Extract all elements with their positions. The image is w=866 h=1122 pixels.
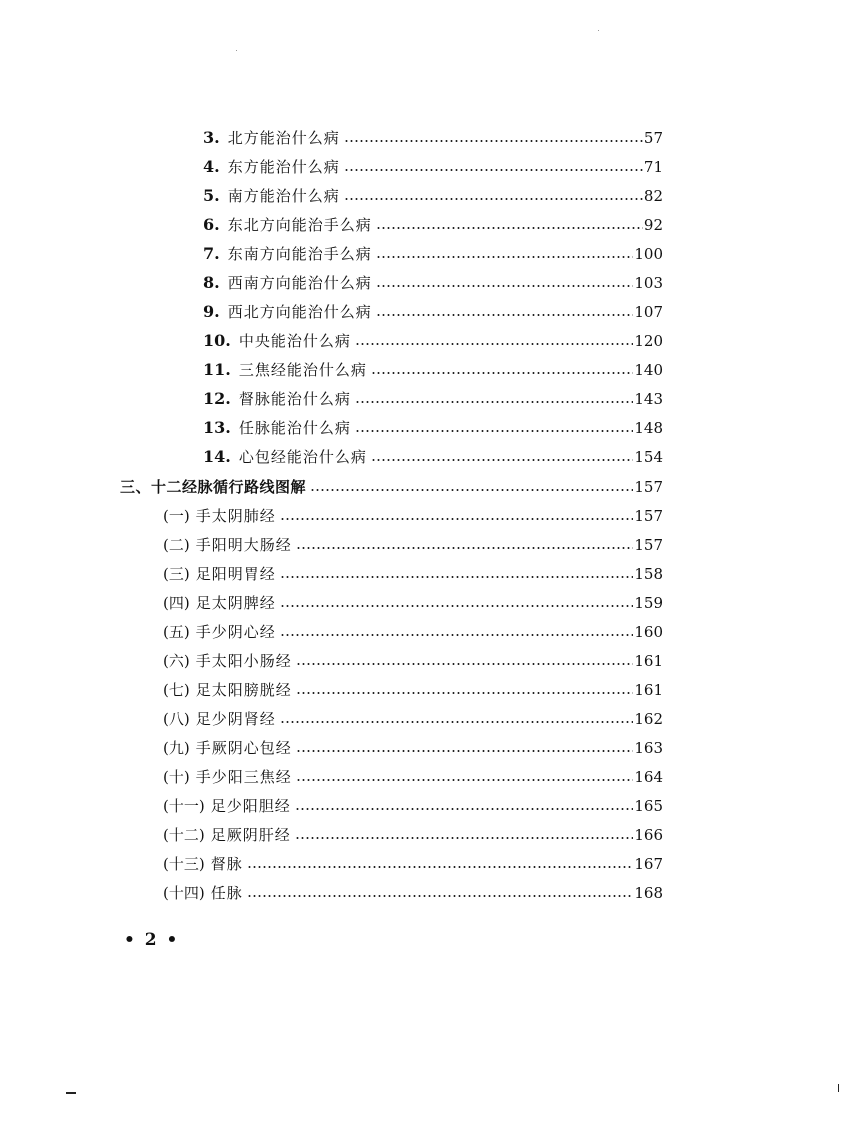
dot-leader [344,168,643,172]
entry-number: 12. [203,389,231,408]
page-number: 103 [634,274,663,292]
page-number: 159 [634,594,663,612]
subentry-title: 手太阳小肠经 [195,652,292,670]
page-number: 107 [634,303,663,321]
page-number: 143 [634,390,663,408]
page-number: 161 [634,652,663,670]
dot-leader [295,836,634,840]
toc-subentry[interactable] [163,496,663,525]
toc-entry[interactable] [203,350,663,379]
entry-title: 督脉能治什么病 [238,390,351,408]
toc-subentry[interactable] [163,873,663,902]
subentry-number: (一) [163,507,190,525]
page-number: 57 [643,129,663,147]
page-number: 168 [634,884,663,902]
subentry-title: 足太阴脾经 [195,594,276,612]
subentry-number: (十四) [163,884,205,902]
subentry-title: 足太阳膀胱经 [195,681,292,699]
entry-number: 10. [203,331,231,350]
subentry-title: 手厥阴心包经 [195,739,292,757]
page-number: 162 [634,710,663,728]
dot-leader [296,691,634,695]
entry-title: 北方能治什么病 [227,129,340,147]
entry-number: 5. [203,186,220,205]
page-number: 140 [634,361,663,379]
toc-entry[interactable] [203,176,663,205]
toc-subentry[interactable] [163,728,663,757]
scan-speck [838,1084,839,1092]
dot-leader [296,778,634,782]
toc-entry[interactable] [203,379,663,408]
subentry-title: 足厥阴肝经 [210,826,291,844]
page-number: 157 [634,478,663,496]
dot-leader [247,894,634,898]
page-number: 165 [634,797,663,815]
subentry-number: (二) [163,536,190,554]
page-number: 92 [643,216,663,234]
toc-entry[interactable] [203,292,663,321]
entry-title: 西南方向能治什么病 [227,274,372,292]
subentry-number: (八) [163,710,190,728]
entry-number: 9. [203,302,220,321]
entry-title: 心包经能治什么病 [238,448,367,466]
dot-leader [376,284,634,288]
subentry-title: 手太阴肺经 [195,507,276,525]
page-number: 157 [634,507,663,525]
toc-entry[interactable] [203,437,663,466]
entry-number: 14. [203,447,231,466]
dot-leader [376,313,634,317]
entry-number: 8. [203,273,220,292]
dot-leader [295,807,634,811]
subentry-number: (十三) [163,855,205,873]
toc-subentry[interactable] [163,641,663,670]
subentry-number: (九) [163,739,190,757]
toc-subentry[interactable] [163,583,663,612]
toc-subentry[interactable] [163,670,663,699]
page-folio: • 2 • [124,930,180,950]
subentry-title: 手少阴心经 [195,623,276,641]
dot-leader [376,255,634,259]
entry-number: 13. [203,418,231,437]
dot-leader [371,458,634,462]
entry-number: 4. [203,157,220,176]
entry-title: 中央能治什么病 [238,332,351,350]
page-number: 163 [634,739,663,757]
dot-leader [280,575,634,579]
dot-leader [280,604,634,608]
subentry-number: (六) [163,652,190,670]
entry-number: 6. [203,215,220,234]
page-number: 157 [634,536,663,554]
subentry-title: 足少阳胆经 [210,797,291,815]
entry-title: 南方能治什么病 [227,187,340,205]
toc-section-heading[interactable] [120,467,663,496]
subentry-title: 手少阳三焦经 [195,768,292,786]
subentry-number: (五) [163,623,190,641]
entry-title: 三焦经能治什么病 [238,361,367,379]
dot-leader [355,429,634,433]
page-number: 120 [634,332,663,350]
dot-leader [344,197,643,201]
page-number: 164 [634,768,663,786]
toc-entry[interactable] [203,321,663,350]
subentry-number: (十二) [163,826,205,844]
dot-leader [296,546,634,550]
dot-leader [355,342,634,346]
toc-subentry[interactable] [163,554,663,583]
dot-leader [310,488,633,492]
scan-speck [598,30,599,31]
entry-number: 11. [203,360,231,379]
dot-leader [296,662,634,666]
page-number: 154 [634,448,663,466]
subentry-number: (十) [163,768,190,786]
page-number: 166 [634,826,663,844]
toc-entry[interactable] [203,234,663,263]
scan-speck [236,50,237,51]
entry-number: 7. [203,244,220,263]
toc-subentry[interactable] [163,525,663,554]
subentry-title: 足阳明胃经 [195,565,276,583]
dot-leader [371,371,634,375]
subentry-title: 任脉 [210,884,243,902]
toc-entry[interactable] [203,263,663,292]
toc-entry[interactable] [203,205,663,234]
toc-subentry[interactable] [163,844,663,873]
toc-subentry[interactable] [163,815,663,844]
page-number: 160 [634,623,663,641]
toc-entry[interactable] [203,118,663,147]
toc-entry[interactable] [203,147,663,176]
dot-leader [296,749,634,753]
toc-subentry[interactable] [163,699,663,728]
entry-title: 东北方向能治手么病 [227,216,372,234]
toc-subentry[interactable] [163,612,663,641]
dot-leader [280,633,634,637]
subentry-title: 督脉 [210,855,243,873]
entry-title: 任脉能治什么病 [238,419,351,437]
dot-leader [280,517,634,521]
entry-title: 东方能治什么病 [227,158,340,176]
page-number: 167 [634,855,663,873]
subentry-title: 足少阴肾经 [195,710,276,728]
subentry-title: 手阳明大肠经 [195,536,292,554]
subentry-number: (十一) [163,797,205,815]
toc-subentry[interactable] [163,786,663,815]
entry-title: 西北方向能治什么病 [227,303,372,321]
page-number: 158 [634,565,663,583]
toc-entry[interactable] [203,408,663,437]
scan-speck [66,1092,76,1094]
page-number: 71 [643,158,663,176]
entry-number: 3. [203,128,220,147]
page-number: 100 [634,245,663,263]
entry-title: 东南方向能治手么病 [227,245,372,263]
dot-leader [344,139,643,143]
page-number: 161 [634,681,663,699]
page-number: 148 [634,419,663,437]
dot-leader [280,720,634,724]
dot-leader [247,865,634,869]
toc-subentry[interactable] [163,757,663,786]
page-number: 82 [643,187,663,205]
subentry-number: (三) [163,565,190,583]
dot-leader [376,226,643,230]
section-title: 三、十二经脉循行路线图解 [120,478,307,496]
subentry-number: (四) [163,594,190,612]
dot-leader [355,400,634,404]
subentry-number: (七) [163,681,190,699]
